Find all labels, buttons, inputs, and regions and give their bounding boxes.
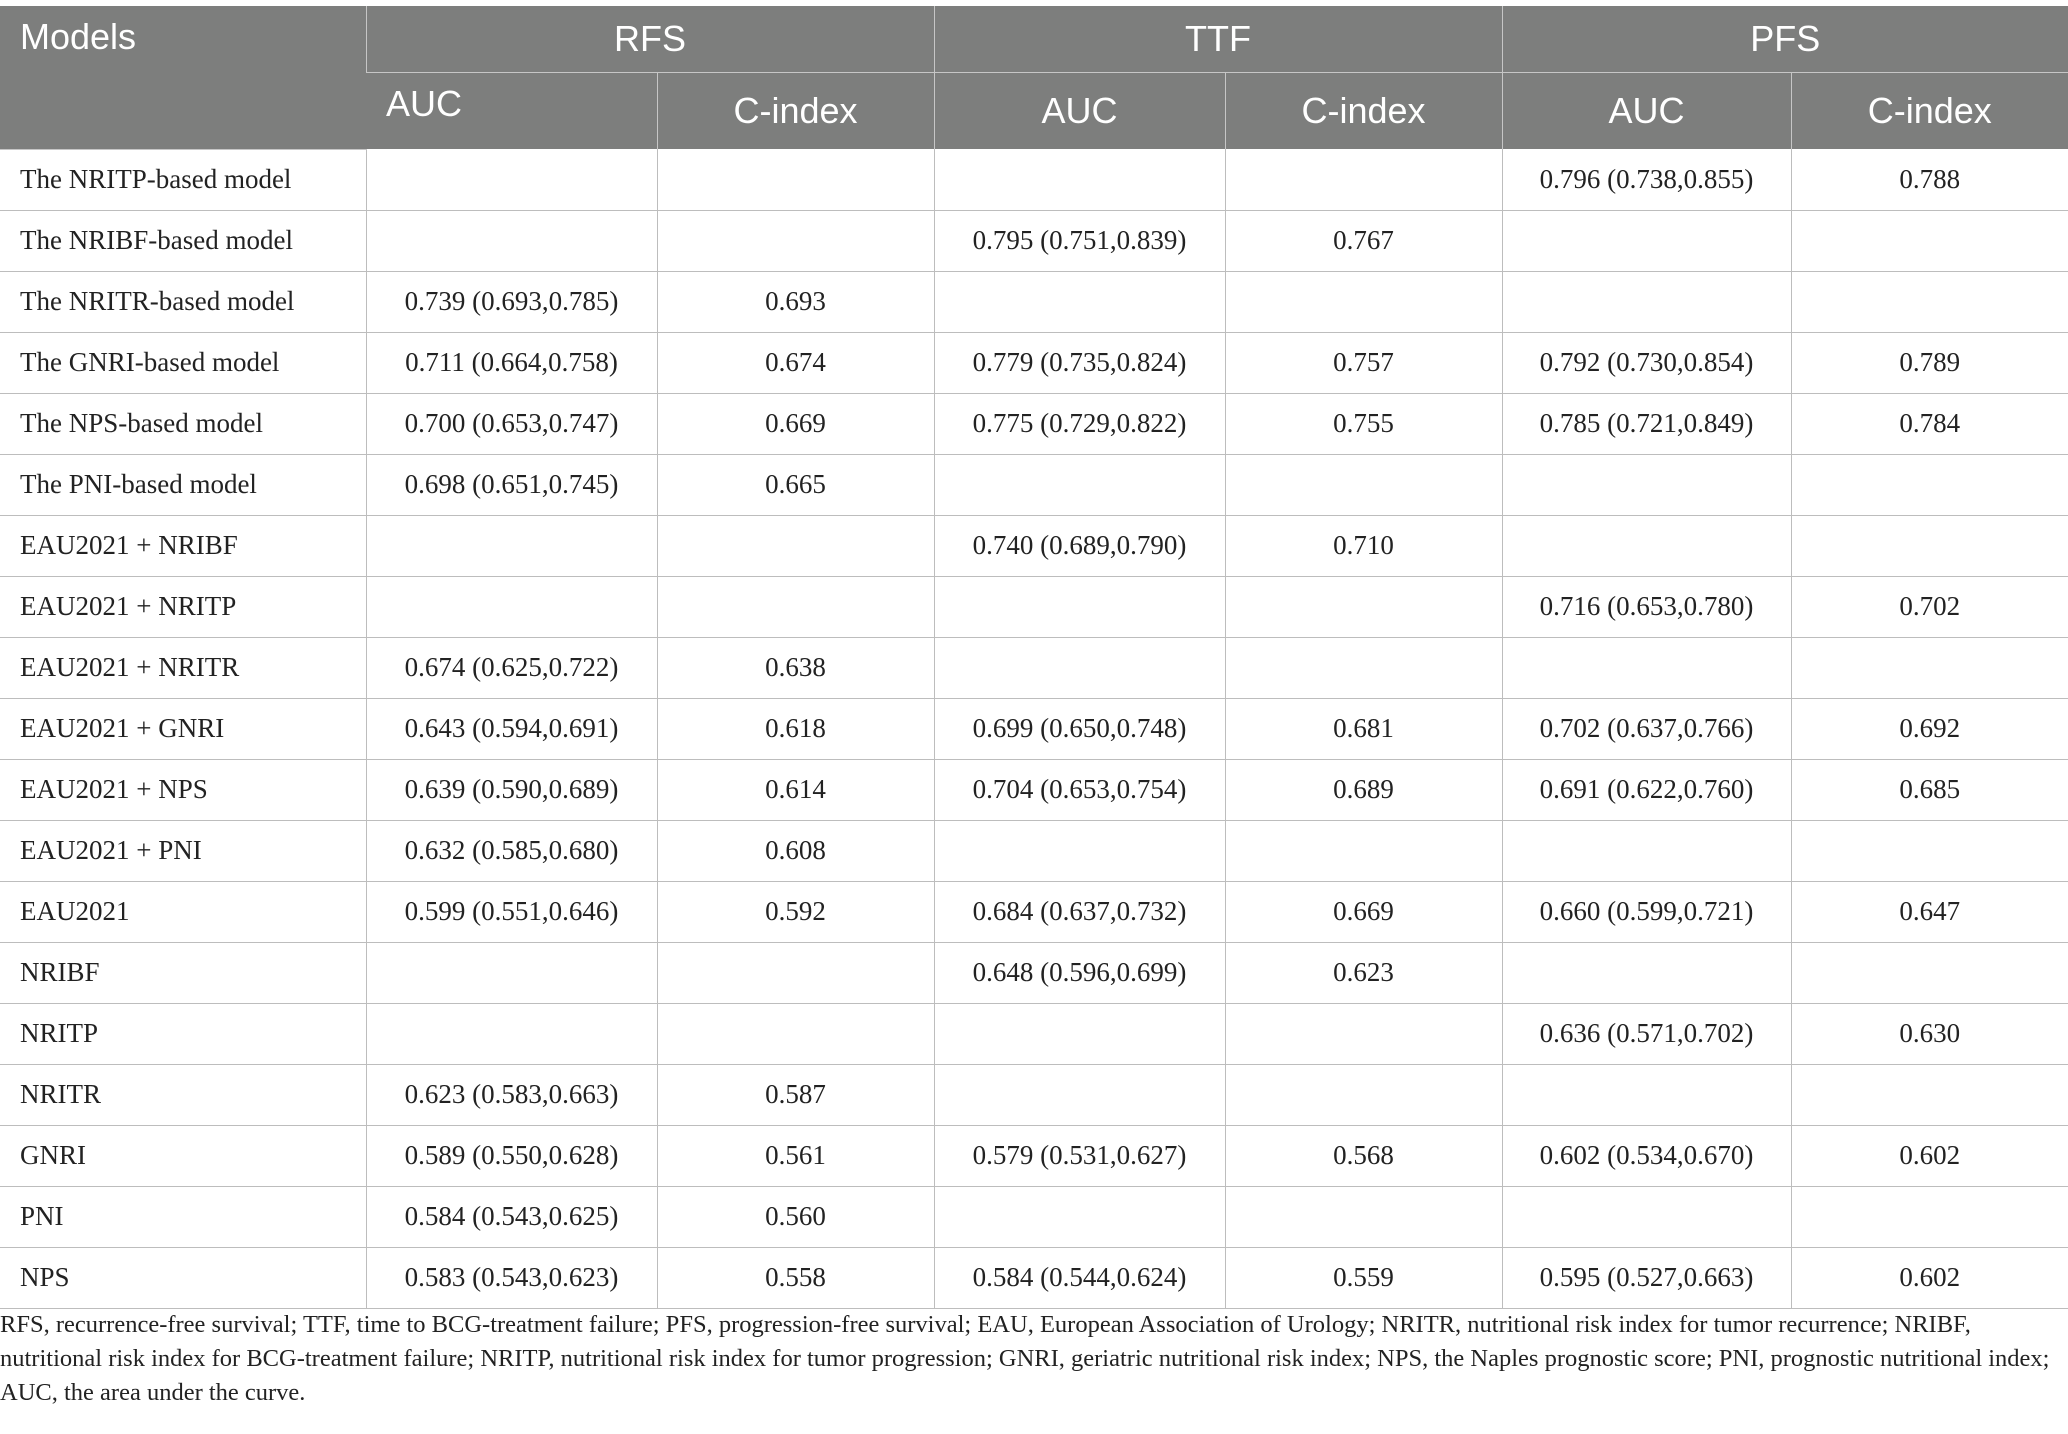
cell-rfs-cindex: 0.560 bbox=[657, 1186, 934, 1247]
cell-ttf-cindex bbox=[1225, 454, 1502, 515]
cell-pfs-cindex: 0.602 bbox=[1791, 1125, 2068, 1186]
cell-pfs-auc: 0.602 (0.534,0.670) bbox=[1502, 1125, 1791, 1186]
cell-rfs-cindex: 0.638 bbox=[657, 637, 934, 698]
cell-ttf-auc: 0.699 (0.650,0.748) bbox=[934, 698, 1225, 759]
cell-pfs-auc: 0.691 (0.622,0.760) bbox=[1502, 759, 1791, 820]
cell-rfs-cindex: 0.561 bbox=[657, 1125, 934, 1186]
cell-rfs-auc: 0.674 (0.625,0.722) bbox=[366, 637, 657, 698]
cell-ttf-auc bbox=[934, 1064, 1225, 1125]
header-models: Models bbox=[0, 6, 366, 149]
cell-rfs-auc: 0.639 (0.590,0.689) bbox=[366, 759, 657, 820]
cell-ttf-auc bbox=[934, 1003, 1225, 1064]
cell-ttf-cindex bbox=[1225, 271, 1502, 332]
cell-pfs-cindex bbox=[1791, 271, 2068, 332]
cell-pfs-auc bbox=[1502, 1186, 1791, 1247]
cell-pfs-cindex bbox=[1791, 515, 2068, 576]
cell-pfs-cindex: 0.788 bbox=[1791, 149, 2068, 210]
cell-pfs-cindex: 0.602 bbox=[1791, 1247, 2068, 1308]
cell-pfs-auc bbox=[1502, 1064, 1791, 1125]
cell-rfs-cindex bbox=[657, 210, 934, 271]
cell-pfs-cindex bbox=[1791, 1186, 2068, 1247]
cell-pfs-cindex: 0.685 bbox=[1791, 759, 2068, 820]
header-group-row bbox=[0, 6, 2068, 73]
table-row bbox=[0, 759, 2068, 820]
cell-ttf-cindex: 0.710 bbox=[1225, 515, 1502, 576]
cell-ttf-cindex: 0.689 bbox=[1225, 759, 1502, 820]
cell-pfs-auc bbox=[1502, 820, 1791, 881]
cell-pfs-auc: 0.785 (0.721,0.849) bbox=[1502, 393, 1791, 454]
table-row bbox=[0, 332, 2068, 393]
cell-rfs-auc: 0.589 (0.550,0.628) bbox=[366, 1125, 657, 1186]
cell-ttf-auc: 0.648 (0.596,0.699) bbox=[934, 942, 1225, 1003]
cell-pfs-auc: 0.796 (0.738,0.855) bbox=[1502, 149, 1791, 210]
cell-pfs-auc: 0.792 (0.730,0.854) bbox=[1502, 332, 1791, 393]
cell-rfs-auc: 0.599 (0.551,0.646) bbox=[366, 881, 657, 942]
cell-ttf-cindex: 0.669 bbox=[1225, 881, 1502, 942]
cell-pfs-cindex: 0.692 bbox=[1791, 698, 2068, 759]
cell-pfs-cindex bbox=[1791, 210, 2068, 271]
cell-rfs-auc bbox=[366, 942, 657, 1003]
cell-pfs-auc bbox=[1502, 942, 1791, 1003]
cell-ttf-auc: 0.795 (0.751,0.839) bbox=[934, 210, 1225, 271]
results-table-container bbox=[0, 6, 2068, 1309]
cell-ttf-auc: 0.740 (0.689,0.790) bbox=[934, 515, 1225, 576]
cell-rfs-cindex: 0.669 bbox=[657, 393, 934, 454]
table-row bbox=[0, 576, 2068, 637]
table-row bbox=[0, 515, 2068, 576]
cell-ttf-cindex: 0.623 bbox=[1225, 942, 1502, 1003]
cell-ttf-cindex bbox=[1225, 637, 1502, 698]
cell-rfs-cindex: 0.558 bbox=[657, 1247, 934, 1308]
cell-rfs-auc: 0.698 (0.651,0.745) bbox=[366, 454, 657, 515]
cell-pfs-cindex: 0.702 bbox=[1791, 576, 2068, 637]
cell-rfs-auc: 0.700 (0.653,0.747) bbox=[366, 393, 657, 454]
header-rfs-auc: AUC bbox=[366, 73, 657, 150]
cell-rfs-auc: 0.623 (0.583,0.663) bbox=[366, 1064, 657, 1125]
table-row bbox=[0, 1186, 2068, 1247]
cell-model-name: The NRITR-based model bbox=[0, 271, 366, 332]
cell-rfs-cindex: 0.618 bbox=[657, 698, 934, 759]
cell-rfs-cindex bbox=[657, 1003, 934, 1064]
cell-pfs-cindex: 0.630 bbox=[1791, 1003, 2068, 1064]
header-group-rfs: RFS bbox=[366, 6, 934, 73]
cell-model-name: EAU2021 + PNI bbox=[0, 820, 366, 881]
table-row bbox=[0, 820, 2068, 881]
cell-rfs-cindex: 0.608 bbox=[657, 820, 934, 881]
cell-pfs-auc bbox=[1502, 210, 1791, 271]
cell-rfs-cindex: 0.592 bbox=[657, 881, 934, 942]
cell-model-name: EAU2021 + NRIBF bbox=[0, 515, 366, 576]
cell-ttf-cindex bbox=[1225, 1186, 1502, 1247]
cell-rfs-cindex bbox=[657, 515, 934, 576]
cell-pfs-auc bbox=[1502, 515, 1791, 576]
cell-ttf-auc: 0.775 (0.729,0.822) bbox=[934, 393, 1225, 454]
header-pfs-auc: AUC bbox=[1502, 73, 1791, 150]
cell-ttf-auc bbox=[934, 576, 1225, 637]
cell-pfs-auc bbox=[1502, 454, 1791, 515]
cell-rfs-cindex: 0.693 bbox=[657, 271, 934, 332]
cell-ttf-auc bbox=[934, 1186, 1225, 1247]
cell-pfs-cindex bbox=[1791, 1064, 2068, 1125]
cell-pfs-auc: 0.716 (0.653,0.780) bbox=[1502, 576, 1791, 637]
header-group-pfs: PFS bbox=[1502, 6, 2068, 73]
cell-rfs-cindex: 0.587 bbox=[657, 1064, 934, 1125]
cell-pfs-cindex bbox=[1791, 942, 2068, 1003]
cell-rfs-auc bbox=[366, 515, 657, 576]
cell-rfs-auc: 0.711 (0.664,0.758) bbox=[366, 332, 657, 393]
cell-pfs-auc bbox=[1502, 271, 1791, 332]
cell-model-name: EAU2021 + NRITR bbox=[0, 637, 366, 698]
table-row bbox=[0, 393, 2068, 454]
cell-model-name: The PNI-based model bbox=[0, 454, 366, 515]
cell-rfs-auc: 0.643 (0.594,0.691) bbox=[366, 698, 657, 759]
cell-ttf-cindex: 0.681 bbox=[1225, 698, 1502, 759]
cell-ttf-cindex: 0.757 bbox=[1225, 332, 1502, 393]
cell-pfs-cindex: 0.789 bbox=[1791, 332, 2068, 393]
cell-rfs-auc bbox=[366, 149, 657, 210]
table-row bbox=[0, 942, 2068, 1003]
cell-rfs-auc bbox=[366, 1003, 657, 1064]
cell-model-name: EAU2021 + NRITP bbox=[0, 576, 366, 637]
cell-ttf-cindex: 0.755 bbox=[1225, 393, 1502, 454]
cell-ttf-auc: 0.684 (0.637,0.732) bbox=[934, 881, 1225, 942]
cell-ttf-auc: 0.584 (0.544,0.624) bbox=[934, 1247, 1225, 1308]
header-ttf-cindex: C-index bbox=[1225, 73, 1502, 150]
cell-model-name: EAU2021 + GNRI bbox=[0, 698, 366, 759]
table-row bbox=[0, 637, 2068, 698]
header-rfs-cindex: C-index bbox=[657, 73, 934, 150]
cell-ttf-auc bbox=[934, 149, 1225, 210]
cell-pfs-auc bbox=[1502, 637, 1791, 698]
cell-model-name: The GNRI-based model bbox=[0, 332, 366, 393]
cell-ttf-cindex: 0.559 bbox=[1225, 1247, 1502, 1308]
cell-pfs-cindex bbox=[1791, 820, 2068, 881]
table-row bbox=[0, 271, 2068, 332]
table-row bbox=[0, 881, 2068, 942]
cell-ttf-cindex bbox=[1225, 820, 1502, 881]
cell-model-name: EAU2021 bbox=[0, 881, 366, 942]
cell-rfs-auc: 0.583 (0.543,0.623) bbox=[366, 1247, 657, 1308]
cell-ttf-cindex bbox=[1225, 149, 1502, 210]
table-row bbox=[0, 1064, 2068, 1125]
cell-rfs-auc bbox=[366, 576, 657, 637]
table-row bbox=[0, 454, 2068, 515]
cell-ttf-auc bbox=[934, 454, 1225, 515]
table-row bbox=[0, 1003, 2068, 1064]
table-row bbox=[0, 1247, 2068, 1308]
cell-rfs-auc bbox=[366, 210, 657, 271]
cell-pfs-cindex: 0.784 bbox=[1791, 393, 2068, 454]
model-performance-table bbox=[0, 6, 2068, 1309]
cell-model-name: PNI bbox=[0, 1186, 366, 1247]
cell-rfs-cindex: 0.674 bbox=[657, 332, 934, 393]
table-footnote: RFS, recurrence-free survival; TTF, time to BCG-treatment failure; PFS, progression-free survival; EAU, European Association of Urology; NRITR, nutritional risk index for tumor recurrence; NRIBF, nutritional risk index for BCG-treatment failure; NRITP, nutritional risk index for tumor progression; GNRI, geriatric nutritional risk index; NPS, the Naples prognostic score; PNI, prognostic nutritional index; AUC, the area under the curve. bbox=[0, 1311, 2050, 1406]
cell-ttf-cindex: 0.568 bbox=[1225, 1125, 1502, 1186]
cell-pfs-auc: 0.702 (0.637,0.766) bbox=[1502, 698, 1791, 759]
cell-pfs-auc: 0.636 (0.571,0.702) bbox=[1502, 1003, 1791, 1064]
cell-pfs-cindex: 0.647 bbox=[1791, 881, 2068, 942]
cell-ttf-auc bbox=[934, 820, 1225, 881]
cell-ttf-cindex bbox=[1225, 1064, 1502, 1125]
cell-model-name: The NPS-based model bbox=[0, 393, 366, 454]
cell-rfs-cindex: 0.614 bbox=[657, 759, 934, 820]
table-row bbox=[0, 210, 2068, 271]
cell-model-name: NRITP bbox=[0, 1003, 366, 1064]
cell-rfs-auc: 0.739 (0.693,0.785) bbox=[366, 271, 657, 332]
cell-rfs-auc: 0.584 (0.543,0.625) bbox=[366, 1186, 657, 1247]
cell-ttf-cindex bbox=[1225, 1003, 1502, 1064]
cell-model-name: The NRIBF-based model bbox=[0, 210, 366, 271]
cell-rfs-cindex bbox=[657, 576, 934, 637]
cell-model-name: GNRI bbox=[0, 1125, 366, 1186]
cell-pfs-auc: 0.595 (0.527,0.663) bbox=[1502, 1247, 1791, 1308]
cell-ttf-auc bbox=[934, 637, 1225, 698]
cell-ttf-cindex: 0.767 bbox=[1225, 210, 1502, 271]
cell-rfs-cindex: 0.665 bbox=[657, 454, 934, 515]
header-group-ttf: TTF bbox=[934, 6, 1502, 73]
cell-pfs-cindex bbox=[1791, 454, 2068, 515]
cell-rfs-auc: 0.632 (0.585,0.680) bbox=[366, 820, 657, 881]
cell-model-name: EAU2021 + NPS bbox=[0, 759, 366, 820]
cell-ttf-auc: 0.704 (0.653,0.754) bbox=[934, 759, 1225, 820]
cell-model-name: NRIBF bbox=[0, 942, 366, 1003]
cell-rfs-cindex bbox=[657, 149, 934, 210]
cell-ttf-auc bbox=[934, 271, 1225, 332]
table-row bbox=[0, 1125, 2068, 1186]
cell-pfs-auc: 0.660 (0.599,0.721) bbox=[1502, 881, 1791, 942]
cell-model-name: NRITR bbox=[0, 1064, 366, 1125]
table-header bbox=[0, 6, 2068, 149]
cell-model-name: The NRITP-based model bbox=[0, 149, 366, 210]
header-ttf-auc: AUC bbox=[934, 73, 1225, 150]
cell-model-name: NPS bbox=[0, 1247, 366, 1308]
header-pfs-cindex: C-index bbox=[1791, 73, 2068, 150]
cell-pfs-cindex bbox=[1791, 637, 2068, 698]
cell-ttf-cindex bbox=[1225, 576, 1502, 637]
cell-ttf-auc: 0.579 (0.531,0.627) bbox=[934, 1125, 1225, 1186]
cell-rfs-cindex bbox=[657, 942, 934, 1003]
table-body bbox=[0, 149, 2068, 1308]
cell-ttf-auc: 0.779 (0.735,0.824) bbox=[934, 332, 1225, 393]
table-row bbox=[0, 698, 2068, 759]
table-row bbox=[0, 149, 2068, 210]
